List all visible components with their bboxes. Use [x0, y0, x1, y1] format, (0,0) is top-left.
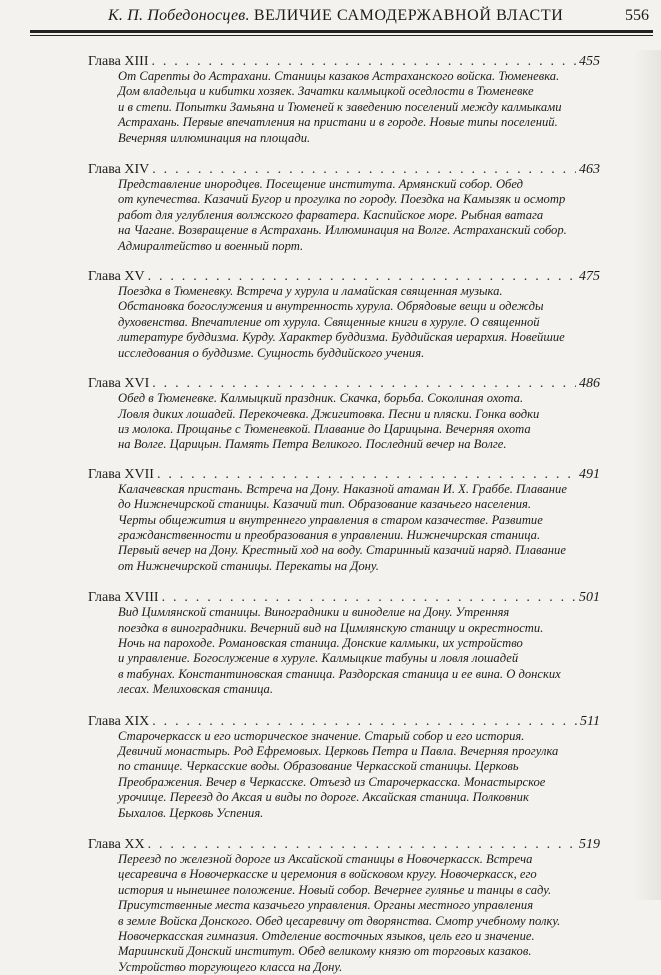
- summary-line: Новочеркасская гимназия. Отделение восточных языков, цель его и значение.: [118, 929, 535, 944]
- author-name: К. П. Победоносцев.: [108, 7, 250, 24]
- chapter-entry: [88, 467, 600, 574]
- header-rule-thick: [30, 30, 653, 33]
- chapter-summary: [88, 482, 600, 574]
- chapter-label: Глава XX: [88, 837, 145, 853]
- summary-line: Мариинский Донский институт. Обед великому князю от торговых казаков.: [118, 944, 532, 959]
- chapter-entry: [88, 837, 600, 975]
- running-head: [0, 0, 661, 42]
- summary-line: и управление. Богослужение в хуруле. Калмыцкие табуны и ловля лошадей: [118, 651, 519, 666]
- summary-line: Присутственные места казачьего управления. Органы местного управления: [118, 898, 534, 913]
- chapter-page-number: 475: [579, 269, 600, 285]
- page-number: 556: [625, 7, 649, 24]
- summary-line: духовенства. Впечатление от хурула. Священные книги в хуруле. О священной: [118, 314, 540, 329]
- summary-line: по станице. Черкасские воды. Образование Черкасской станицы. Церковь: [118, 759, 519, 774]
- chapter-label: Глава XVIII: [88, 590, 159, 606]
- summary-line: Устройство торгующего класса на Дону.: [118, 959, 343, 974]
- dot-leader: [162, 590, 576, 605]
- summary-line: из молока. Прощанье с Тюменевкой. Плавание до Царицына. Вечерняя охота: [118, 421, 531, 436]
- summary-line: и в степи. Попытки Замьяна и Тюменей к заведению поселений между калмыками: [118, 99, 562, 114]
- summary-line: от Нижнечирской станицы. Перекаты на Дону.: [118, 558, 379, 573]
- dot-leader: [152, 714, 577, 729]
- dot-leader: [148, 269, 576, 284]
- chapter-summary: [88, 284, 600, 361]
- chapter-heading-line: [88, 467, 600, 482]
- summary-line: Девичий монастырь. Род Ефремовых. Церковь Петра и Павла. Вечерняя прогулка: [118, 744, 559, 758]
- dot-leader: [157, 467, 576, 482]
- summary-line: Старочеркасск и его историческое значение. Старый собор и его история.: [118, 728, 525, 743]
- chapter-heading-line: [88, 376, 600, 391]
- chapter-label: Глава XVII: [88, 466, 154, 482]
- chapter-page-number: 501: [579, 590, 600, 606]
- summary-line: в табунах. Константиновская станица. Раздорская станица и ее вина. О донских: [118, 666, 561, 681]
- summary-line: Вечерняя иллюминация на площади.: [118, 130, 311, 145]
- chapter-heading-line: [88, 837, 600, 852]
- chapter-summary: [88, 391, 600, 453]
- summary-line: Дом владельца и кибитки хозяек. Зачатки калмыцкой оседлости в Тюменевке: [118, 84, 534, 99]
- summary-line: на Волге. Царицын. Память Петра Великого. Последний вечер на Волге.: [118, 437, 507, 452]
- chapter-page-number: 519: [579, 837, 600, 853]
- summary-line: урочище. Переезд до Аксая и виды по дороге. Аксайская станица. Полковник: [118, 790, 529, 805]
- summary-line: Ночь на пароходе. Романовская станица. Донские калмыки, их устройство: [118, 635, 523, 650]
- dot-leader: [152, 162, 576, 177]
- summary-line: Адмиралтейство и военный порт.: [118, 238, 304, 253]
- chapter-heading-line: [88, 590, 600, 605]
- summary-line: Обстановка богослужения и внутренность хурула. Обрядовые вещи и одежды: [118, 299, 544, 314]
- chapter-label: Глава XIV: [88, 162, 150, 178]
- summary-line: От Сарепты до Астрахани. Станицы казаков Астраханского войска. Тюменевка.: [118, 69, 560, 83]
- summary-line: Переезд по железной дороге из Аксайской станицы в Новочеркасск. Встреча: [118, 852, 533, 867]
- summary-line: цесаревича в Новочеркасске и церемония в войсковом кругу. Новочеркасск, его: [118, 867, 537, 882]
- chapter-entry: [88, 376, 600, 453]
- chapter-entry: [88, 162, 600, 254]
- summary-line: исследования о буддизме. Сущность буддийского учения.: [118, 345, 425, 360]
- summary-line: от купечества. Казачий Бугор и прогулка по городу. Поездка на Камызяк и осмотр: [118, 192, 566, 207]
- chapter-summary: [88, 69, 600, 146]
- chapter-label: Глава XVI: [88, 376, 150, 392]
- table-of-contents: [88, 54, 600, 975]
- summary-line: Первый вечер на Дону. Крестный ход на воду. Старинный казачий наряд. Плавание: [118, 543, 566, 558]
- chapter-heading-line: [88, 714, 600, 729]
- chapter-heading-line: [88, 162, 600, 177]
- summary-line: в земле Войска Донского. Обед цесаревичу от дворянства. Смотр учебному полку.: [118, 913, 561, 928]
- chapter-page-number: 463: [579, 162, 600, 178]
- summary-line: на Чагане. Возвращение в Астрахань. Иллюминация на Волге. Астраханский собор.: [118, 223, 567, 238]
- summary-line: лесах. Мелиховская станица.: [118, 682, 273, 697]
- summary-line: Поездка в Тюменевку. Встреча у хурула и ламайская священная музыка.: [118, 284, 503, 299]
- dot-leader: [148, 837, 576, 852]
- chapter-page-number: 455: [579, 54, 600, 69]
- summary-line: Представление инородцев. Посещение института. Армянский собор. Обед: [118, 177, 524, 192]
- chapter-entry: [88, 590, 600, 697]
- chapter-summary: [88, 852, 600, 975]
- book-title: ВЕЛИЧИЕ САМОДЕРЖАВНОЙ ВЛАСТИ: [253, 7, 564, 24]
- summary-line: Вид Цимлянской станицы. Виноградники и виноделие на Дону. Утренняя: [118, 605, 510, 620]
- chapter-summary: [88, 729, 600, 821]
- dot-leader: [152, 376, 576, 391]
- chapter-summary: [88, 177, 600, 254]
- chapter-entry: [88, 714, 600, 821]
- chapter-page-number: 491: [579, 466, 600, 482]
- summary-line: до Нижнечирской станицы. Казачий тип. Образование казачьего населения.: [118, 497, 531, 512]
- running-head-text: [108, 7, 563, 25]
- chapter-label: Глава XIX: [88, 713, 150, 729]
- summary-line: Черты общежития и внутреннего управления в старом казачестве. Развитие: [118, 512, 543, 527]
- summary-line: Астрахань. Первые впечатления на пристани и в городе. Новые типы поселений.: [118, 115, 558, 130]
- chapter-heading-line: [88, 269, 600, 284]
- summary-line: Калачевская пристань. Встреча на Дону. Наказной атаман И. Х. Граббе. Плавание: [118, 481, 567, 496]
- summary-line: Быхалов. Церковь Успения.: [118, 805, 264, 820]
- summary-line: литературе буддизма. Курду. Характер буддизма. Буддийская иерархия. Новейшие: [118, 330, 565, 345]
- chapter-heading-line: [88, 54, 600, 69]
- summary-line: Преображения. Вечер в Черкасске. Отъезд из Старочеркасска. Монастырское: [118, 774, 546, 789]
- chapter-label: Глава XV: [88, 269, 145, 285]
- summary-line: поездка в виноградники. Вечерний вид на Цимлянскую станицу и окрестности.: [118, 620, 544, 635]
- chapter-summary: [88, 605, 600, 697]
- header-rule-thin: [30, 35, 653, 36]
- summary-line: Ловля диких лошадей. Перекочевка. Джигитовка. Песни и пляски. Гонка водки: [118, 406, 540, 421]
- summary-line: история и нынешнее положение. Новый собор. Вечернее гулянье и танцы в саду.: [118, 882, 552, 897]
- chapter-entry: [88, 54, 600, 146]
- dot-leader: [151, 54, 576, 69]
- chapter-label: Глава XIII: [88, 54, 149, 69]
- chapter-page-number: 486: [579, 376, 600, 392]
- summary-line: гражданственности и преобразования в управлении. Нижнечирская станица.: [118, 527, 541, 542]
- summary-line: работ для углубления волжского фарватера. Каспийское море. Рыбная ватага: [118, 207, 544, 222]
- page-edge-shadow: [633, 50, 661, 900]
- chapter-entry: [88, 269, 600, 361]
- summary-line: Обед в Тюменевке. Калмыцкий праздник. Скачка, борьба. Соколиная охота.: [118, 391, 524, 406]
- chapter-page-number: 511: [580, 713, 600, 729]
